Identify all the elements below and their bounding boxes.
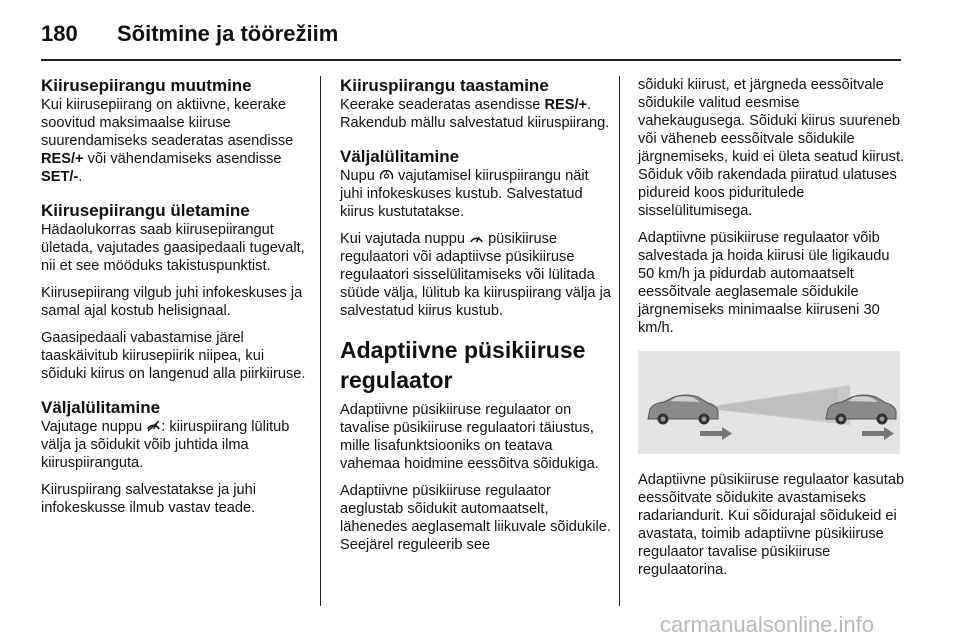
speed-limiter-icon xyxy=(379,169,394,181)
paragraph: Adaptiivne püsikiiruse regulaator võib salvestada ja hoida kiirusi üle ligikaudu 50 km/h ja pidurdab automaatselt eessõitvale aeglasemale sõidukile järgnemiseks minimaalse kiiruseni 30 km/h. xyxy=(638,230,890,336)
paragraph: Kui vajutada nuppu püsikiiruse regulaatori või adaptiivse püsikiiruse regulaatori sisselülitamiseks või lülitada süüde välja, lülitub ka kiiruspiirang välja ja salvestatud kiirus kustub. xyxy=(340,231,611,319)
paragraph: Kui kiirusepiirang on aktiivne, keerake soovitud maksimaalse kiiruse suurendamiseks seaderatas asendisse RES/+ või vähendamiseks asendisse SET/-. xyxy=(41,97,294,185)
radar-car-illustration xyxy=(638,351,900,454)
paragraph: Nupu vajutamisel kiiruspiirangu näit juhi infokeskuses kustub. Salvestatud kiirus kustutatakse. xyxy=(340,168,589,220)
section-heading-speed-limit-resume: Kiiruspiirangu taastamine xyxy=(340,76,549,95)
column-3 xyxy=(638,76,906,588)
column-divider-2 xyxy=(619,76,620,606)
paragraph: Adaptiivne püsikiiruse regulaator kasutab eessõitvate sõidukite avastamiseks radariandurit. Kui sõidurajal sõidukeid ei avastata, toimib adaptiivne püsikiiruse regulaator tavalise püsikiiruse regulaatorina. xyxy=(638,472,905,578)
paragraph: Hädaolukorras saab kiirusepiirangut ületada, vajutades gaasipedaali tugevalt, nii et see mööduks takistuspunktist. xyxy=(41,222,305,274)
page-header xyxy=(41,17,901,57)
paragraph: sõiduki kiirust, et järgneda eessõitvale sõidukile valitud eesmise vahekaugusega. Sõiduki kiirus suureneb või väheneb eessõitvale sõidukile järgnemiseks, kuid ei ületa seatud kiirust. Sõiduk võib rakendada piiratud ulatuses pidureid koos piduritulede sisselülitumisega. xyxy=(638,77,905,219)
adaptive-cruise-illustration xyxy=(638,351,900,454)
section-heading-deactivation-2: Väljalülitamine xyxy=(340,147,460,166)
cruise-control-icon xyxy=(469,232,484,244)
paragraph: Kiirusepiirang vilgub juhi infokeskuses ja samal ajal kostub helisignaal. xyxy=(41,285,303,319)
section-heading-speed-limit-change: Kiirusepiirangu muutmine xyxy=(41,76,252,95)
column-divider-1 xyxy=(320,76,321,606)
page-number: 180 xyxy=(41,21,78,46)
paragraph: Adaptiivne püsikiiruse regulaator aeglustab sõidukit automaatselt, lähenedes aeglasemalt liikuvale sõidukile. Seejärel reguleerib see xyxy=(340,483,611,553)
column-1 xyxy=(41,76,313,526)
section-heading-deactivation: Väljalülitamine xyxy=(41,398,161,417)
paragraph: Keerake seaderatas asendisse RES/+. Rakendub mällu salvestatud kiiruspiirang. xyxy=(340,97,610,131)
section-heading-speed-limit-exceed: Kiirusepiirangu ületamine xyxy=(41,201,250,220)
paragraph: Adaptiivne püsikiiruse regulaator on tavalise püsikiiruse regulaatori täiustus, mille lisafunktsiooniks on teatava vahemaa hoidmine eessõitva sõidukiga. xyxy=(340,402,599,472)
watermark: carmanualsonline.info xyxy=(660,612,875,637)
paragraph: Vajutage nuppu : kiiruspiirang lülitub välja ja sõidukit võib juhtida ilma kiiruspiiranguta. xyxy=(41,419,290,471)
cruise-off-icon xyxy=(146,420,161,432)
header-rule xyxy=(41,59,901,61)
section-heading-adaptive-cruise: Adaptiivne püsikiiruse regulaator xyxy=(340,337,586,393)
chapter-title: Sõitmine ja töörežiim xyxy=(117,21,339,46)
paragraph: Gaasipedaali vabastamise järel taaskäivitub kiirusepiirik niipea, kui sõiduki kiirus on langenud alla piirkiiruse. xyxy=(41,330,306,382)
column-2 xyxy=(340,76,612,563)
paragraph: Kiiruspiirang salvestatakse ja juhi infokeskusse ilmub vastav teade. xyxy=(41,482,256,516)
